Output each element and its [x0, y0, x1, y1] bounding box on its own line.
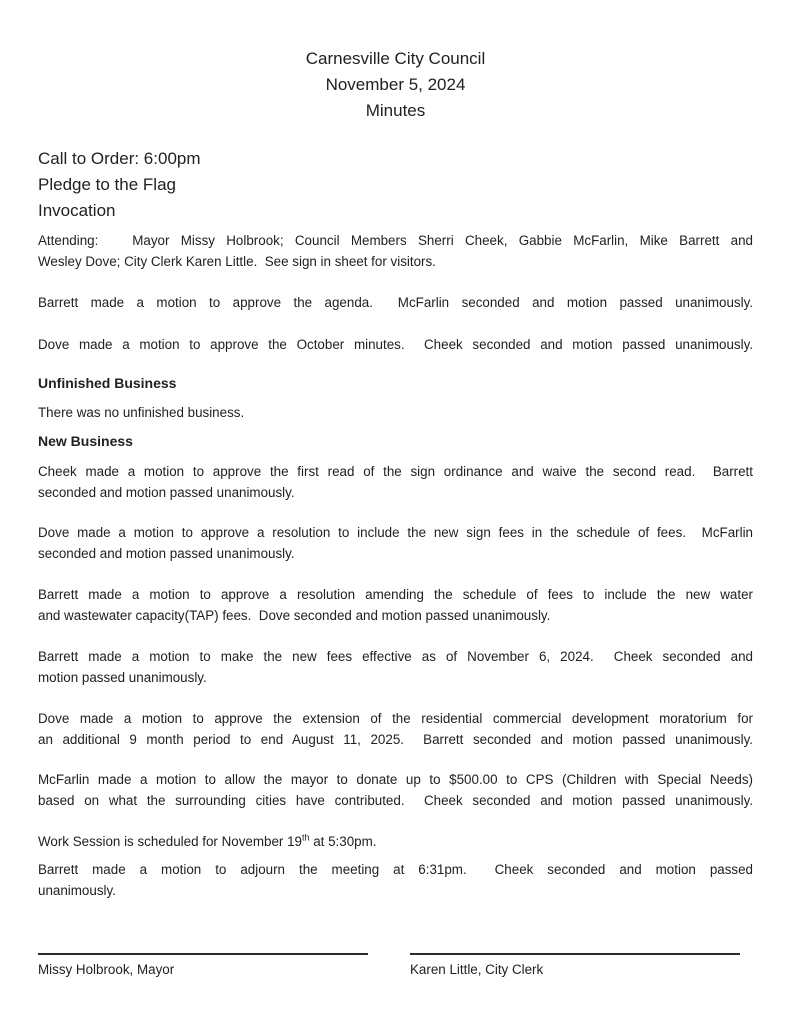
work-session-text: at 5:30pm.	[309, 834, 377, 849]
motion-line: motion passed unanimously.	[38, 670, 207, 685]
fees-effective-motion-paragraph	[38, 646, 753, 688]
adjournment-line: unanimously.	[38, 883, 116, 898]
page-title: Carnesville City Council	[305, 49, 486, 68]
document-type: Minutes	[365, 101, 426, 120]
adjournment-line: Barrett made a motion to adjourn the meeting at 6:31pm. Cheek seconded and motion passed	[38, 862, 753, 877]
moratorium-extension-motion-paragraph	[38, 708, 753, 750]
motion-line: an additional 9 month period to end August 11, 2025. Barrett seconded and motion passed unanimously.	[38, 732, 753, 747]
work-session-text: Work Session is scheduled for November 19	[38, 834, 302, 849]
motion-line: McFarlin made a motion to allow the mayor to donate up to $500.00 to CPS (Children with Special Needs)	[38, 772, 753, 787]
motion-line: Dove made a motion to approve the extension of the residential commercial development moratorium for	[38, 711, 753, 726]
motion-line: Barrett made a motion to approve a resolution amending the schedule of fees to include the new water	[38, 587, 753, 602]
signature-section	[38, 953, 753, 979]
work-session-line	[38, 831, 753, 852]
cps-donation-motion-paragraph	[38, 769, 753, 811]
mayor-signature-label: Missy Holbrook, Mayor	[38, 962, 175, 977]
work-session-note	[38, 831, 753, 852]
invocation-line: Invocation	[38, 201, 116, 220]
sign-ordinance-motion-paragraph	[38, 461, 753, 503]
tap-fees-resolution-motion-paragraph	[38, 584, 753, 626]
mayor-signature-block	[38, 953, 368, 979]
motion-line: based on what the surrounding cities have contributed. Cheek seconded and motion passed unanimously.	[38, 793, 753, 808]
meeting-date: November 5, 2024	[325, 75, 466, 94]
clerk-signature-block	[410, 953, 740, 979]
ordinal-superscript: th	[301, 832, 310, 843]
unfinished-business-line: There was no unfinished business.	[38, 405, 245, 420]
attendance-line: Wesley Dove; City Clerk Karen Little. See sign in sheet for visitors.	[38, 254, 436, 269]
motion-line: seconded and motion passed unanimously.	[38, 485, 295, 500]
unfinished-business-heading: Unfinished Business	[38, 375, 177, 391]
unfinished-business-text	[38, 402, 753, 423]
october-minutes-motion-paragraph	[38, 334, 753, 355]
adjournment-motion-paragraph	[38, 859, 753, 901]
agenda-motion-paragraph	[38, 292, 753, 313]
opening-items	[38, 146, 753, 224]
call-to-order-line: Call to Order: 6:00pm	[38, 149, 201, 168]
motion-line: seconded and motion passed unanimously.	[38, 546, 295, 561]
october-minutes-motion-line: Dove made a motion to approve the October minutes. Cheek seconded and motion passed unanimously.	[38, 337, 753, 352]
clerk-signature-label: Karen Little, City Clerk	[410, 962, 544, 977]
document-header	[38, 46, 753, 124]
motion-line: Dove made a motion to approve a resolution to include the new sign fees in the schedule of fees. McFarlin	[38, 525, 753, 540]
motion-line: Barrett made a motion to make the new fees effective as of November 6, 2024. Cheek seconded and	[38, 649, 753, 664]
motion-line: Cheek made a motion to approve the first read of the sign ordinance and waive the second read. Barrett	[38, 464, 753, 479]
new-business-heading: New Business	[38, 433, 133, 449]
sign-fees-resolution-motion-paragraph	[38, 522, 753, 564]
motion-line: and wastewater capacity(TAP) fees. Dove seconded and motion passed unanimously.	[38, 608, 551, 623]
agenda-motion-line: Barrett made a motion to approve the agenda. McFarlin seconded and motion passed unanimously.	[38, 295, 753, 310]
attendance-line: Attending: Mayor Missy Holbrook; Council Members Sherri Cheek, Gabbie McFarlin, Mike Barrett and	[38, 233, 753, 248]
attendance-paragraph	[38, 230, 753, 272]
pledge-line: Pledge to the Flag	[38, 175, 176, 194]
